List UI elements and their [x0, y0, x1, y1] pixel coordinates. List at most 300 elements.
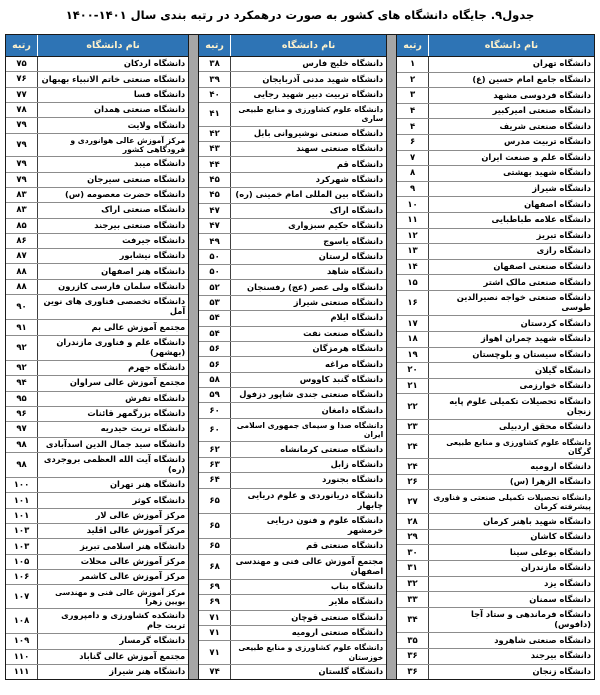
table-row: [6, 524, 188, 539]
table-row: [199, 458, 386, 473]
table-row: [6, 478, 188, 493]
rank-cell: ۶۰: [209, 425, 220, 436]
table-row: [6, 57, 188, 72]
table-row: [199, 72, 386, 87]
university-name-cell: دانشگاه علامه طباطبایی: [428, 213, 594, 228]
rank-cell: ۱۷: [407, 318, 418, 329]
table-row: [397, 608, 594, 634]
university-name-cell: دانشگاه جیرفت: [37, 234, 188, 248]
university-name-cell: دانشگاه حکیم سبزواری: [230, 219, 386, 233]
table-row: [199, 514, 386, 539]
rank-cell: ۲۲: [407, 401, 418, 412]
university-name-cell: دانشگاه مازندران: [428, 561, 594, 576]
university-name-cell: دانشگاه بناب: [230, 580, 386, 594]
university-name-cell: دانشگاه دامغان: [230, 403, 386, 417]
rank-cell: ۱۲: [407, 230, 418, 241]
rank-cell: ۸۷: [16, 251, 27, 262]
university-name-cell: دانشگاه گلستان: [230, 665, 386, 679]
rank-cell: ۵۰: [209, 251, 220, 262]
university-name-cell: دانشگاه فسا: [37, 88, 188, 102]
table-row: [397, 166, 594, 182]
university-name-cell: دانشگاه تفرش: [37, 392, 188, 406]
university-name-cell: دانشگاه هنر شیراز: [37, 665, 188, 679]
university-name-cell: دانشگاه صنعتی خواجه نصیرالدین طوسی: [428, 291, 594, 316]
university-name-cell: دانشگاه یزد: [428, 577, 594, 592]
rank-cell: ۸۸: [16, 281, 27, 292]
rank-cell: ۱۰۹: [13, 636, 30, 647]
university-name-cell: دانشگاه صنعتی کرمانشاه: [230, 442, 386, 456]
university-name-cell: دانشگاه علوم کشاورزی و منابع طبیعی گرگان: [428, 435, 594, 458]
university-name-cell: دانشگاه بین المللی امام خمینی (ره): [230, 188, 386, 202]
university-name-cell: دانشگاه صنعتی شریف: [428, 119, 594, 134]
rank-cell: ۹۸: [16, 439, 27, 450]
table-row: [199, 311, 386, 326]
table-row: [6, 157, 188, 172]
university-name-cell: دانشگاه اصفهان: [428, 197, 594, 212]
rank-cell: ۱۶: [407, 298, 418, 309]
rank-cell: ۶۳: [209, 460, 220, 470]
table-row: [199, 665, 386, 679]
column-header-university-name: نام دانشگاه: [230, 35, 386, 56]
rank-cell: ۴: [409, 121, 416, 132]
table-row: [199, 489, 386, 514]
rank-cell: ۵۶: [209, 344, 220, 355]
university-name-cell: مجتمع آموزش عالی گناباد: [37, 650, 188, 664]
university-name-cell: دانشگاه لرستان: [230, 250, 386, 264]
rank-cell: ۴۱: [209, 109, 220, 120]
table-row: [6, 188, 188, 203]
university-name-cell: دانشگاه بزرگمهر قائنات: [37, 407, 188, 421]
university-name-cell: دانشگاه صنعتی قوچان: [230, 611, 386, 625]
rank-cell: ۶۴: [209, 475, 220, 486]
table-row: [199, 296, 386, 311]
table-row: [397, 182, 594, 198]
column-header-rank: رتبه: [12, 40, 31, 51]
table-row: [6, 493, 188, 508]
rank-cell: ۱۰۰: [13, 480, 30, 491]
table-row: [397, 592, 594, 608]
table-row: [6, 234, 188, 249]
table-row: [397, 104, 594, 120]
rank-cell: ۷: [409, 152, 416, 163]
rank-cell: ۷۹: [16, 120, 27, 131]
university-name-cell: دانشگاه علوم کشاورزی و منابع طبیعی ساری: [230, 103, 386, 126]
table-row: [6, 392, 188, 407]
rank-cell: ۴۹: [209, 236, 220, 247]
table-header-row: [6, 35, 188, 57]
rank-cell: ۱۰۷: [13, 591, 30, 602]
university-name-cell: دانشگاه الزهرا (س): [428, 475, 594, 490]
table-row: [397, 260, 594, 276]
table-row: [199, 142, 386, 157]
university-name-cell: دانشگاه میبد: [37, 157, 188, 171]
university-name-cell: دانشگاه سید جمال الدین اسدآبادی: [37, 438, 188, 452]
column-gap: [387, 34, 396, 680]
rank-cell: ۱۰: [407, 199, 418, 210]
rank-cell: ۳۵: [407, 635, 418, 646]
rank-cell: ۱۱: [407, 215, 418, 226]
rank-cell: ۶۵: [209, 541, 220, 552]
rank-cell: ۳۲: [407, 578, 418, 589]
table-row: [199, 357, 386, 372]
university-name-cell: دانشگاه صنعتی همدان: [37, 103, 188, 117]
rank-cell: ۵۴: [209, 328, 220, 339]
table-row: [199, 188, 386, 203]
column-gap: [189, 34, 198, 680]
rank-cell: ۹۱: [16, 322, 27, 333]
table-row: [6, 203, 188, 218]
rank-cell: ۷۵: [16, 59, 27, 70]
university-name-cell: دانشگاه جهرم: [37, 361, 188, 375]
university-name-cell: دانشگاه زنجان: [428, 665, 594, 680]
rank-cell: ۲۰: [407, 365, 418, 376]
rank-cell: ۷۶: [16, 74, 27, 85]
rank-cell: ۸۵: [16, 220, 27, 231]
university-name-cell: دانشگاه صنعتی اصفهان: [428, 260, 594, 275]
table-row: [6, 555, 188, 570]
table-row: [6, 219, 188, 234]
table-body: [6, 57, 188, 679]
university-name-cell: دانشگاه محقق اردبیلی: [428, 420, 594, 435]
table-row: [397, 244, 594, 260]
rank-cell: ۴۴: [209, 159, 220, 170]
university-name-cell: دانشگاه جامع امام حسین (ع): [428, 73, 594, 88]
table-body: [199, 57, 386, 679]
table-row: [6, 280, 188, 295]
rank-cell: ۴۰: [209, 89, 220, 100]
rank-cell: ۳۸: [209, 59, 220, 70]
rank-cell: ۹۶: [16, 409, 27, 420]
university-name-cell: دانشگاه تحصیلات تکمیلی صنعتی و فناوری پیشرفته کرمان: [428, 490, 594, 513]
rank-cell: ۸۶: [16, 235, 27, 246]
rank-cell: ۶۹: [209, 581, 220, 592]
university-name-cell: دانشگاه فردوسی مشهد: [428, 88, 594, 103]
table-row: [397, 363, 594, 379]
university-name-cell: دانشگاه کاشان: [428, 530, 594, 545]
rank-cell: ۶۰: [209, 405, 220, 416]
table-row: [199, 373, 386, 388]
university-name-cell: دانشگاه هنر تهران: [37, 478, 188, 492]
rank-cell: ۳۹: [209, 74, 220, 85]
rank-cell: ۲۴: [407, 461, 418, 472]
university-name-cell: دانشگاه تحصیلات تکمیلی علوم پایه زنجان: [428, 394, 594, 419]
university-name-cell: دانشگاه دریانوردی و علوم دریایی چابهار: [230, 489, 386, 513]
table-row: [199, 388, 386, 403]
university-name-cell: دانشگاه علوم و فنون دریایی خرمشهر: [230, 514, 386, 538]
table-row: [397, 394, 594, 420]
rank-cell: ۹۲: [16, 342, 27, 353]
rank-cell: ۵۸: [209, 374, 220, 385]
university-name-cell: دانشگاه تبریز: [428, 229, 594, 244]
university-name-cell: دانشگاه صنعتی سیرجان: [37, 173, 188, 187]
university-name-cell: دانشگاه صنعتی قم: [230, 539, 386, 553]
table-row: [397, 213, 594, 229]
rank-cell: ۱۹: [407, 349, 418, 360]
rank-cell: ۱۱۱: [13, 667, 30, 678]
table-row: [199, 539, 386, 554]
table-row: [6, 570, 188, 585]
table-row: [397, 435, 594, 459]
table-row: [397, 475, 594, 491]
university-name-cell: مجتمع آموزش عالی بم: [37, 320, 188, 334]
university-name-cell: دانشگاه اردکان: [37, 57, 188, 71]
table-row: [6, 407, 188, 422]
ranking-subtable-ranks-38-74: [198, 34, 387, 680]
table-row: [199, 219, 386, 234]
table-header-row: [199, 35, 386, 57]
rank-cell: ۹۷: [16, 424, 27, 435]
rank-cell: ۵۶: [209, 359, 220, 370]
table-row: [199, 57, 386, 72]
table-row: [397, 530, 594, 546]
table-row: [6, 609, 188, 634]
university-name-cell: دانشگاه فرماندهی و ستاد آجا (دافوس): [428, 608, 594, 633]
table-row: [397, 545, 594, 561]
table-row: [199, 88, 386, 103]
table-row: [199, 204, 386, 219]
table-row: [397, 561, 594, 577]
table-row: [397, 577, 594, 593]
university-name-cell: مرکز آموزش عالی اقلید: [37, 524, 188, 538]
rank-cell: ۱۰۳: [13, 541, 30, 552]
table-row: [6, 509, 188, 524]
table-row: [6, 650, 188, 665]
rank-cell: ۳۴: [407, 615, 418, 626]
university-name-cell: دانشگاه کوثر: [37, 493, 188, 507]
university-name-cell: دانشگاه هنر اسلامی تبریز: [37, 539, 188, 553]
table-row: [199, 234, 386, 249]
table-row: [397, 119, 594, 135]
table-row: [397, 514, 594, 530]
university-name-cell: دانشگاه مراغه: [230, 357, 386, 371]
university-name-cell: دانشگاه گنبد کاووس: [230, 373, 386, 387]
rank-cell: ۷۸: [16, 105, 27, 116]
rank-cell: ۴۳: [209, 144, 220, 155]
column-header-rank: رتبه: [205, 40, 224, 51]
table-row: [199, 127, 386, 142]
rank-cell: ۱۸: [407, 334, 418, 345]
table-row: [397, 633, 594, 649]
rank-cell: ۶۵: [209, 495, 220, 506]
table-row: [199, 580, 386, 595]
rank-cell: ۳۰: [407, 547, 418, 558]
rank-cell: ۶۹: [209, 597, 220, 608]
rank-cell: ۱۰۸: [13, 616, 30, 627]
university-name-cell: مجتمع آموزش عالی سراوان: [37, 376, 188, 390]
university-name-cell: دانشگاه صنعتی ارومیه: [230, 626, 386, 640]
rank-cell: ۲۱: [407, 381, 418, 392]
ranking-table: [5, 34, 595, 680]
table-row: [199, 327, 386, 342]
university-name-cell: دانشگاه صنعتی مالک اشتر: [428, 275, 594, 290]
rank-cell: ۹۰: [16, 302, 27, 313]
table-row: [6, 134, 188, 158]
university-name-cell: دانشگاه رازی: [428, 244, 594, 259]
university-name-cell: دانشگاه صنعتی بیرجند: [37, 219, 188, 233]
rank-cell: ۱۳: [407, 246, 418, 257]
rank-cell: ۱۰۱: [13, 495, 30, 506]
university-name-cell: دانشگاه شاهد: [230, 265, 386, 279]
table-row: [6, 438, 188, 453]
table-row: [199, 611, 386, 626]
table-row: [6, 118, 188, 133]
rank-cell: ۹۸: [16, 460, 27, 471]
table-row: [6, 376, 188, 391]
table-body: [397, 57, 594, 679]
university-name-cell: دانشگاه شیراز: [428, 182, 594, 197]
university-name-cell: دانشگاه هرمزگان: [230, 342, 386, 356]
rank-cell: ۷۹: [16, 174, 27, 185]
university-name-cell: دانشگاه هنر اصفهان: [37, 264, 188, 278]
rank-cell: ۵۲: [209, 282, 220, 293]
table-row: [397, 420, 594, 436]
table-row: [6, 88, 188, 103]
university-name-cell: دانشگاه ایلام: [230, 311, 386, 325]
table-row: [199, 157, 386, 172]
rank-cell: ۹۲: [16, 363, 27, 374]
rank-cell: ۷۴: [209, 667, 220, 678]
rank-cell: ۱۰۳: [13, 526, 30, 537]
rank-cell: ۹۵: [16, 393, 27, 404]
university-name-cell: مجتمع آموزش عالی فنی و مهندسی اصفهان: [230, 555, 386, 579]
ranking-subtable-ranks-75-111: [5, 34, 189, 680]
table-row: [397, 316, 594, 332]
table-row: [6, 336, 188, 361]
rank-cell: ۳۱: [407, 563, 418, 574]
university-name-cell: دانشگاه شهید چمران اهواز: [428, 332, 594, 347]
university-name-cell: دانشگاه صدا و سیمای جمهوری اسلامی ایران: [230, 419, 386, 442]
rank-cell: ۸۸: [16, 266, 27, 277]
rank-cell: ۳۳: [407, 594, 418, 605]
table-row: [199, 442, 386, 457]
university-name-cell: مرکز آموزش عالی کاشمر: [37, 570, 188, 584]
table-row: [397, 332, 594, 348]
university-name-cell: دانشگاه آیت الله العظمی بروجردی (ره): [37, 453, 188, 477]
rank-cell: ۱۰۱: [13, 510, 30, 521]
table-row: [397, 649, 594, 665]
rank-cell: ۲۳: [407, 422, 418, 433]
rank-cell: ۴۷: [209, 221, 220, 232]
table-row: [6, 585, 188, 609]
university-name-cell: دانشگاه خوارزمی: [428, 379, 594, 394]
rank-cell: ۸۳: [16, 205, 27, 216]
rank-cell: ۱۰۶: [13, 572, 30, 583]
rank-cell: ۴۵: [209, 175, 220, 186]
rank-cell: ۹: [409, 184, 416, 195]
university-name-cell: دانشگاه ولایت: [37, 118, 188, 132]
table-row: [397, 348, 594, 364]
university-name-cell: دانشگاه قم: [230, 157, 386, 171]
university-name-cell: مرکز آموزش عالی محلات: [37, 555, 188, 569]
university-name-cell: دانشگاه خلیج فارس: [230, 57, 386, 71]
rank-cell: ۵۹: [209, 390, 220, 401]
university-name-cell: دانشگاه نیشابور: [37, 249, 188, 263]
university-name-cell: دانشگاه حضرت معصومه (س): [37, 188, 188, 202]
university-name-cell: دانشگاه گیلان: [428, 363, 594, 378]
university-name-cell: دانشگاه صنعتی جندی شاپور دزفول: [230, 388, 386, 402]
university-name-cell: دانشگاه صنعتی سهند: [230, 142, 386, 156]
table-row: [397, 229, 594, 245]
table-row: [397, 379, 594, 395]
university-name-cell: دانشگاه ملایر: [230, 595, 386, 609]
table-header-row: [397, 35, 594, 57]
table-row: [6, 361, 188, 376]
university-name-cell: دانشگاه تخصصی فناوری های نوین آمل: [37, 295, 188, 319]
table-row: [6, 453, 188, 478]
university-name-cell: دانشگاه ارومیه: [428, 459, 594, 474]
table-row: [6, 634, 188, 649]
column-header-university-name: نام دانشگاه: [428, 35, 594, 56]
university-name-cell: دانشکده کشاورزی و دامپروری تربت جام: [37, 609, 188, 633]
table-row: [199, 641, 386, 665]
university-name-cell: دانشگاه بیرجند: [428, 649, 594, 664]
rank-cell: ۱۴: [407, 262, 418, 273]
university-name-cell: دانشگاه زابل: [230, 458, 386, 472]
table-row: [199, 595, 386, 610]
university-name-cell: دانشگاه صنعتی امیرکبیر: [428, 104, 594, 119]
university-name-cell: دانشگاه تربت حیدریه: [37, 422, 188, 436]
rank-cell: ۴۵: [209, 190, 220, 201]
university-name-cell: دانشگاه گرمسار: [37, 634, 188, 648]
rank-cell: ۷۷: [16, 89, 27, 100]
table-row: [199, 342, 386, 357]
university-name-cell: دانشگاه علم و صنعت ایران: [428, 151, 594, 166]
university-name-cell: دانشگاه یاسوج: [230, 234, 386, 248]
table-row: [397, 490, 594, 514]
university-name-cell: دانشگاه بوعلی سینا: [428, 545, 594, 560]
table-row: [397, 275, 594, 291]
table-row: [397, 73, 594, 89]
rank-cell: ۷۱: [209, 612, 220, 623]
university-name-cell: دانشگاه شهرکرد: [230, 173, 386, 187]
column-header-rank: رتبه: [403, 40, 422, 51]
rank-cell: ۲۷: [407, 496, 418, 507]
rank-cell: ۲۸: [407, 516, 418, 527]
university-name-cell: دانشگاه سمنان: [428, 592, 594, 607]
university-name-cell: دانشگاه ولی عصر (عج) رفسنجان: [230, 280, 386, 294]
rank-cell: ۶۵: [209, 520, 220, 531]
rank-cell: ۲۴: [407, 441, 418, 452]
university-name-cell: دانشگاه سلمان فارسی کازرون: [37, 280, 188, 294]
university-name-cell: دانشگاه اراک: [230, 204, 386, 218]
table-row: [6, 249, 188, 264]
table-row: [6, 72, 188, 87]
rank-cell: ۵۳: [209, 298, 220, 309]
ranking-subtable-ranks-1-36: [396, 34, 595, 680]
rank-cell: ۶۸: [209, 561, 220, 572]
table-row: [397, 57, 594, 73]
rank-cell: ۲: [409, 74, 416, 85]
table-row: [6, 422, 188, 437]
table-row: [397, 88, 594, 104]
university-name-cell: دانشگاه تربیت دبیر شهید رجایی: [230, 88, 386, 102]
university-name-cell: دانشگاه صنعتی اراک: [37, 203, 188, 217]
rank-cell: ۷۱: [209, 647, 220, 658]
university-name-cell: مرکز آموزش عالی فنی و مهندسی بویین زهرا: [37, 585, 188, 608]
university-name-cell: دانشگاه صنعتی شاهرود: [428, 633, 594, 648]
page-title: جدول۹. جایگاه دانشگاه های کشور به صورت درهمکرد در رتبه بندی سال ۱۴۰۱-۱۴۰۰: [65, 8, 535, 22]
rank-cell: ۷۹: [16, 159, 27, 170]
table-row: [397, 197, 594, 213]
rank-cell: ۸۳: [16, 190, 27, 200]
table-row: [397, 291, 594, 317]
table-row: [6, 665, 188, 679]
table-row: [397, 665, 594, 680]
table-row: [199, 265, 386, 280]
university-name-cell: مرکز آموزش عالی هوانوردی و فرودگاهی کشور: [37, 134, 188, 157]
table-row: [6, 539, 188, 554]
column-header-university-name: نام دانشگاه: [37, 35, 188, 56]
